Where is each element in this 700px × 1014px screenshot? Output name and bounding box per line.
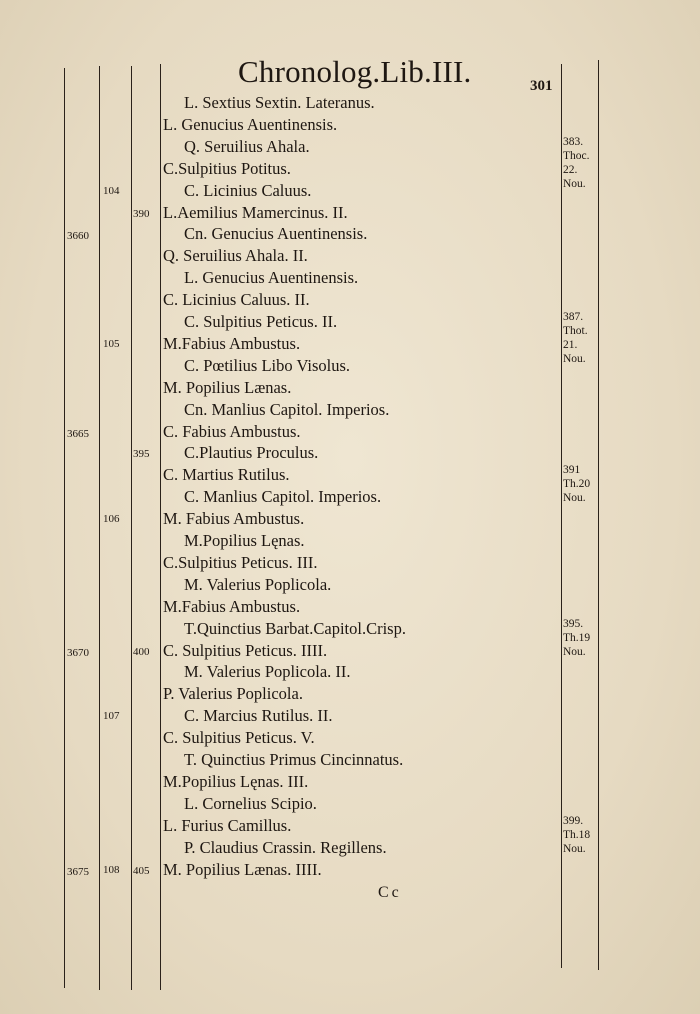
consul-entry: T.Quinctius Barbat.Capitol.Crisp. bbox=[184, 618, 406, 638]
consul-entry: M.Popilius Lęnas. III. bbox=[163, 771, 309, 791]
year-number: 3670 bbox=[67, 646, 89, 659]
margin-note bbox=[563, 463, 590, 505]
consul-entry: Q. Seruilius Ahala. bbox=[184, 136, 310, 156]
consul-entry: C. Sulpitius Peticus. II. bbox=[184, 312, 338, 331]
rule-line-6 bbox=[598, 60, 599, 970]
consul-entry: C. Licinius Caluus. bbox=[184, 180, 312, 200]
margin-note-line: Nou. bbox=[563, 842, 586, 855]
year-number: 3665 bbox=[67, 427, 89, 440]
consul-entry: Cn. Manlius Capitol. Imperios. bbox=[184, 399, 390, 419]
page-title: Chronolog.Lib.III. bbox=[238, 54, 472, 89]
consul-entry: M. Popilius Lænas. IIII. bbox=[163, 859, 322, 879]
olympiad-number: 107 bbox=[103, 710, 120, 723]
consul-entry: C. Pœtilius Libo Visolus. bbox=[184, 355, 351, 375]
margin-note-line: Th.20 bbox=[563, 478, 591, 491]
consul-entry: C. Martius Rutilus. bbox=[163, 465, 290, 485]
consul-entry: M. Valerius Poplicola. bbox=[184, 574, 332, 594]
olympiad-number: 106 bbox=[103, 513, 120, 526]
rule-line-2 bbox=[99, 66, 100, 990]
rule-line-3 bbox=[131, 66, 132, 990]
consul-entry: T. Quinctius Primus Cincinnatus. bbox=[184, 750, 404, 769]
consul-entry: M.Fabius Ambustus. bbox=[163, 596, 301, 616]
consul-entry: M. Popilius Lænas. bbox=[163, 377, 292, 397]
signature-mark: Cc bbox=[378, 884, 402, 901]
consul-entry: C.Sulpitius Potitus. bbox=[163, 158, 291, 178]
margin-note-line: 395. bbox=[563, 617, 584, 630]
consul-entry: L. Cornelius Scipio. bbox=[184, 793, 317, 813]
margin-note bbox=[563, 814, 590, 856]
consul-entry: C. Sulpitius Peticus. IIII. bbox=[163, 640, 328, 660]
margin-note-line: Th.19 bbox=[563, 631, 591, 644]
consul-entry: C. Sulpitius Peticus. V. bbox=[163, 728, 315, 748]
olympiad-number: 108 bbox=[103, 863, 120, 876]
urbs-number: 390 bbox=[133, 207, 150, 220]
rule-line-1 bbox=[64, 68, 65, 988]
margin-note-line: Th.18 bbox=[563, 828, 591, 841]
margin-note-line: Nou. bbox=[563, 177, 586, 190]
margin-note bbox=[563, 310, 588, 366]
margin-note-line: Thoc. bbox=[563, 149, 590, 162]
consul-entry: Q. Seruilius Ahala. II. bbox=[163, 246, 308, 266]
urbs-number: 395 bbox=[133, 448, 150, 461]
consul-entry: L. Furius Camillus. bbox=[163, 815, 292, 835]
consul-entry: C. Licinius Caluus. II. bbox=[163, 290, 310, 310]
urbs-number: 405 bbox=[133, 864, 150, 877]
year-number: 3660 bbox=[67, 230, 89, 243]
consul-entry: M. Fabius Ambustus. bbox=[163, 509, 305, 529]
margin-note-line: Nou. bbox=[563, 492, 586, 505]
olympiad-number: 105 bbox=[103, 337, 120, 350]
consul-entry: M.Fabius Ambustus. bbox=[163, 333, 301, 353]
consul-entry: M. Valerius Poplicola. II. bbox=[184, 662, 351, 682]
consul-entry: L. Genucius Auentinensis. bbox=[163, 114, 338, 134]
rule-line-4 bbox=[160, 64, 161, 990]
consul-entry: L. Sextius Sextin. Lateranus. bbox=[184, 93, 375, 112]
consul-entry: C. Fabius Ambustus. bbox=[163, 421, 301, 441]
margin-note-line: Nou. bbox=[563, 353, 586, 365]
consul-entry: Cn. Genucius Auentinensis. bbox=[184, 224, 368, 244]
urbs-number: 400 bbox=[133, 645, 150, 658]
margin-note-line: Thot. bbox=[563, 325, 588, 337]
margin-note-line: 387. bbox=[563, 311, 584, 323]
margin-note bbox=[563, 135, 590, 191]
margin-note-line: 391 bbox=[563, 464, 581, 477]
margin-note-line: 399. bbox=[563, 814, 584, 827]
margin-note-line: 22. bbox=[563, 163, 578, 176]
consul-entry: P. Valerius Poplicola. bbox=[163, 684, 303, 704]
consul-entry: C.Plautius Proculus. bbox=[184, 443, 319, 463]
margin-note-line: Nou. bbox=[563, 645, 586, 658]
consul-entry: L. Genucius Auentinensis. bbox=[184, 268, 359, 288]
margin-note bbox=[563, 617, 590, 659]
margin-note-line: 383. bbox=[563, 135, 584, 148]
olympiad-number: 104 bbox=[103, 184, 120, 197]
consul-entry: C.Sulpitius Peticus. III. bbox=[163, 552, 318, 572]
year-number: 3675 bbox=[67, 865, 89, 878]
consul-entry: C. Manlius Capitol. Imperios. bbox=[184, 487, 382, 507]
consul-entry: C. Marcius Rutilus. II. bbox=[184, 706, 333, 726]
margin-note-line: 21. bbox=[563, 339, 578, 351]
consul-entry: P. Claudius Crassin. Regillens. bbox=[184, 837, 387, 857]
rule-line-5 bbox=[561, 64, 562, 968]
consul-entry: L.Aemilius Mamercinus. II. bbox=[163, 202, 348, 222]
page-number: 301 bbox=[530, 78, 553, 94]
consul-entry: M.Popilius Lęnas. bbox=[184, 531, 305, 550]
